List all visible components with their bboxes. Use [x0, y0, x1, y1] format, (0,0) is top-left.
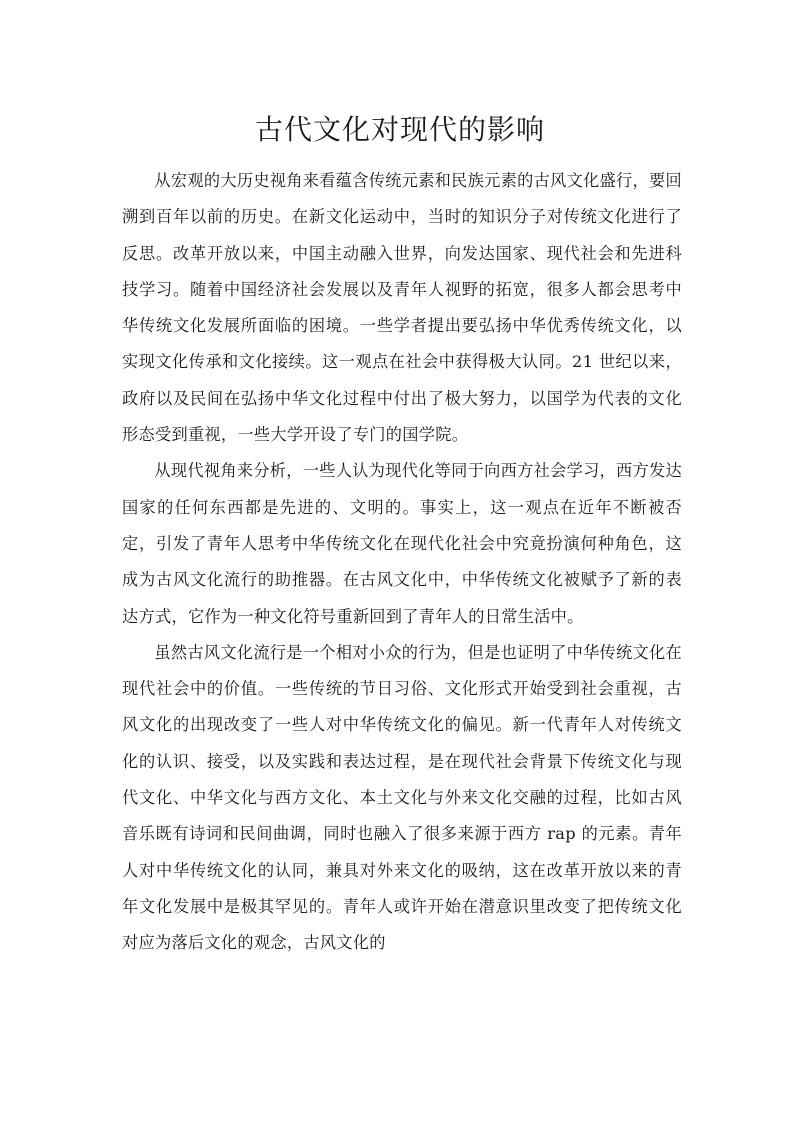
- document-body: [122, 163, 682, 962]
- paragraph: 从宏观的大历史视角来看蕴含传统元素和民族元素的古风文化盛行，要回溯到百年以前的历史。在新文化运动中，当时的知识分子对传统文化进行了反思。改革开放以来，中国主动融入世界，向发达国家、现代社会和先进科技学习。随着中国经济社会发展以及青年人视野的拓宽，很多人都会思考中华传统文化发展所面临的困境。一些学者提出要弘扬中华优秀传统文化，以实现文化传承和文化接续。这一观点在社会中获得极大认同。21 世纪以来，政府以及民间在弘扬中华文化过程中付出了极大努力，以国学为代表的文化形态受到重视，一些大学开设了专门的国学院。: [122, 171, 682, 445]
- paragraph: 从现代视角来分析，一些人认为现代化等同于向西方社会学习，西方发达国家的任何东西都是先进的、文明的。事实上，这一观点在近年不断被否定，引发了青年人思考中华传统文化在现代化社会中究竟扮演何种角色，这成为古风文化流行的助推器。在古风文化中，中华传统文化被赋予了新的表达方式，它作为一种文化符号重新回到了青年人的日常生活中。: [122, 461, 682, 626]
- paragraph: 虽然古风文化流行是一个相对小众的行为，但是也证明了中华传统文化在现代社会中的价值。一些传统的节日习俗、文化形式开始受到社会重视，古风文化的出现改变了一些人对中华传统文化的偏见。新一代青年人对传统文化的认识、接受，以及实践和表达过程，是在现代社会背景下传统文化与现代文化、中华文化与西方文化、本土文化与外来文化交融的过程，比如古风音乐既有诗词和民间曲调，同时也融入了很多来源于西方 rap 的元素。青年人对中华传统文化的认同，兼具对外来文化的吸纳，这在改革开放以来的青年文化发展中是极其罕见的。青年人或许开始在潜意识里改变了把传统文化对应为落后文化的观念，古风文化的: [122, 642, 682, 953]
- document-title: 古代文化对现代的影响: [254, 113, 545, 146]
